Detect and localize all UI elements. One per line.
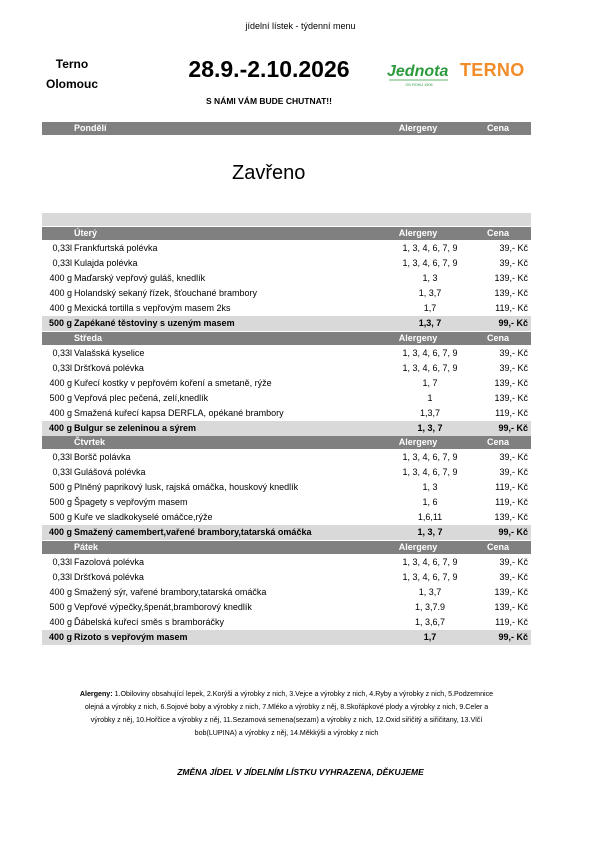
- dish-name: Mexická tortilla s vepřovým masem 2ks: [74, 303, 231, 313]
- allergens: 1, 3, 7: [417, 423, 443, 433]
- menu-row: [42, 570, 531, 585]
- day-name: Středa: [74, 333, 103, 343]
- allergens: 1, 3: [422, 482, 438, 492]
- allergens: 1, 3, 4, 6, 7, 9: [402, 363, 458, 373]
- allergens: 1, 6: [422, 497, 438, 507]
- portion-size: 400 g: [48, 423, 72, 433]
- menu-row: [42, 465, 531, 480]
- allergens: 1,7: [423, 303, 437, 313]
- price: 139,- Kč: [494, 512, 528, 522]
- allergens: 1,6,11: [417, 512, 443, 522]
- menu-row: [42, 286, 531, 301]
- menu-row: [42, 376, 531, 391]
- dish-name: Vepřová plec pečená, zelí,knedlík: [74, 393, 209, 403]
- allergens: 1, 3, 4, 6, 7, 9: [402, 243, 458, 253]
- price: 39,- Kč: [499, 363, 528, 373]
- allergens: 1,3, 7: [418, 318, 442, 328]
- allergens: 1: [427, 393, 433, 403]
- price: 139,- Kč: [494, 378, 528, 388]
- dish-name: Maďarský vepřový guláš, knedlík: [74, 273, 206, 283]
- dish-name: Kulajda polévka: [74, 258, 138, 268]
- week-dates: 28.9.-2.10.2026: [188, 56, 350, 82]
- portion-size: 400 g: [48, 527, 72, 537]
- price-column-header: Cena: [486, 542, 509, 552]
- allergens-column-header: Alergeny: [398, 437, 438, 447]
- portion-size: 400 g: [49, 303, 72, 313]
- legend-label: Alergeny:: [79, 690, 113, 698]
- allergens: 1, 3, 4, 6, 7, 9: [402, 572, 458, 582]
- legend-line: olejná a výrobky z nich, 6.Sojové boby a výrobky z nich, 7.Mléko a výrobky z něj, 8.Skořápkové plody a výrobky z nich, 9.Celer a: [84, 703, 489, 711]
- price: 99,- Kč: [498, 423, 528, 433]
- allergens: 1, 3,7: [418, 288, 442, 298]
- menu-row: [42, 406, 531, 421]
- dish-name: Špagety s vepřovým masem: [74, 497, 188, 507]
- portion-size: 500 g: [49, 482, 72, 492]
- dish-name: Smažená kuřecí kapsa DERFLA, opékané brambory: [74, 408, 284, 418]
- dish-name: Ďábelská kuřecí směs s bramboráčky: [74, 617, 225, 627]
- allergens: 1, 3,7.9: [414, 602, 446, 612]
- portion-size: 0,33l: [52, 572, 72, 582]
- featured-menu-row: [42, 630, 531, 645]
- dish-name: Boršč polávka: [74, 452, 131, 462]
- portion-size: 500 g: [49, 512, 72, 522]
- portion-size: 400 g: [49, 273, 72, 283]
- change-notice: ZMĚNA JÍDEL V JÍDELNÍM LÍSTKU VYHRAZENA, DĚKUJEME: [177, 767, 424, 777]
- dish-name: Dršťková polévka: [74, 572, 144, 582]
- dish-name: Gulášová polévka: [74, 467, 146, 477]
- jednota-logo: [386, 59, 452, 89]
- day-name: Úterý: [74, 228, 98, 238]
- dish-name: Smažený camembert,vařené brambory,tatarská omáčka: [74, 527, 312, 537]
- price: 39,- Kč: [499, 243, 528, 253]
- dish-name: Holandský sekaný řízek, šťouchané brambory: [74, 288, 257, 298]
- menu-row: [42, 346, 531, 361]
- allergens: 1, 3, 4, 6, 7, 9: [402, 348, 458, 358]
- price: 39,- Kč: [499, 258, 528, 268]
- price: 39,- Kč: [499, 557, 528, 567]
- dish-name: Kuře ve sladkokyselé omáčce,rýže: [74, 512, 213, 522]
- menu-row: [42, 600, 531, 615]
- featured-menu-row: [42, 525, 531, 540]
- portion-size: 400 g: [49, 587, 72, 597]
- allergens: 1, 3, 4, 6, 7, 9: [402, 467, 458, 477]
- allergens: 1,3,7: [419, 408, 441, 418]
- portion-size: 0,33l: [52, 452, 72, 462]
- dish-name: Rizoto s vepřovým masem: [74, 632, 188, 642]
- store-name-line2: Olomouc: [45, 77, 98, 91]
- allergens-column-header: Alergeny: [398, 333, 438, 343]
- menu-row: [42, 480, 531, 495]
- allergens-column-header: Alergeny: [398, 123, 438, 133]
- menu-row: [42, 256, 531, 271]
- menu-row: [42, 450, 531, 465]
- dish-name: Bulgur se zeleninou a sýrem: [74, 423, 197, 433]
- price: 119,- Kč: [495, 303, 528, 313]
- price: 119,- Kč: [495, 408, 528, 418]
- dish-name: Valašská kyselice: [74, 348, 145, 358]
- price: 39,- Kč: [499, 467, 528, 477]
- portion-size: 400 g: [49, 617, 72, 627]
- document-title: jídelní lístek - týdenní menu: [245, 21, 356, 31]
- price: 39,- Kč: [499, 572, 528, 582]
- menu-row: [42, 555, 531, 570]
- price: 139,- Kč: [494, 602, 528, 612]
- allergens: 1, 3,6,7: [414, 617, 446, 627]
- price: 39,- Kč: [499, 348, 528, 358]
- portion-size: 0,33l: [52, 467, 72, 477]
- featured-menu-row: [42, 421, 531, 436]
- terno-logo: TERNO: [460, 60, 525, 80]
- menu-row: [42, 495, 531, 510]
- jednota-logo-subtitle: OD ROKU 1906: [405, 83, 433, 87]
- featured-menu-row: [42, 316, 531, 331]
- portion-size: 0,33l: [52, 348, 72, 358]
- day-name: Pátek: [74, 542, 99, 552]
- dish-name: Zapékané těstoviny s uzeným masem: [74, 318, 235, 328]
- allergens: 1, 3: [422, 273, 438, 283]
- dish-name: Dršťková polévka: [74, 363, 144, 373]
- day-name: Pondělí: [74, 123, 107, 133]
- allergens: 1, 3, 4, 6, 7, 9: [402, 258, 458, 268]
- allergens-column-header: Alergeny: [398, 228, 438, 238]
- price-column-header: Cena: [486, 228, 509, 238]
- legend-text: 1.Obiloviny obsahující lepek, 2.Korýši a výrobky z nich, 3.Vejce a výrobky z nich, 4.Ryby a výrobky z nich, 5.Podzemnice: [112, 690, 494, 698]
- price-column-header: Cena: [486, 437, 509, 447]
- separator-band: [42, 213, 531, 226]
- menu-row: [42, 271, 531, 286]
- price: 99,- Kč: [498, 527, 528, 537]
- menu-row: [42, 301, 531, 316]
- allergens: 1,7: [423, 632, 437, 642]
- price: 119,- Kč: [495, 482, 528, 492]
- allergens: 1, 7: [422, 378, 438, 388]
- menu-row: [42, 585, 531, 600]
- menu-row: [42, 361, 531, 376]
- day-header-monday: [42, 122, 531, 135]
- menu-row: [42, 510, 531, 525]
- dish-name: Kuřecí kostky v pepřovém koření a smetaně, rýže: [74, 378, 272, 388]
- price: 139,- Kč: [494, 393, 528, 403]
- dish-name: Frankfurtská polévka: [74, 243, 158, 253]
- day-name: Čtvrtek: [74, 437, 106, 447]
- dish-name: Smažený sýr, vařené brambory,tatarská omáčka: [74, 587, 267, 597]
- portion-size: 400 g: [49, 408, 72, 418]
- portion-size: 500 g: [49, 497, 72, 507]
- allergens: 1, 3, 7: [417, 527, 443, 537]
- price: 39,- Kč: [499, 452, 528, 462]
- menu-row: [42, 615, 531, 630]
- price: 119,- Kč: [495, 617, 528, 627]
- day-header-wednesday: [42, 332, 531, 345]
- allergens: 1, 3, 4, 6, 7, 9: [402, 557, 458, 567]
- store-name-line1: Terno: [55, 57, 89, 71]
- allergen-legend: [42, 688, 531, 740]
- price: 139,- Kč: [494, 288, 528, 298]
- day-header-friday: [42, 541, 531, 554]
- portion-size: 500 g: [48, 318, 72, 328]
- price: 139,- Kč: [494, 273, 528, 283]
- price-column-header: Cena: [486, 123, 509, 133]
- allergens-column-header: Alergeny: [398, 542, 438, 552]
- portion-size: 0,33l: [52, 557, 72, 567]
- price: 139,- Kč: [494, 587, 528, 597]
- menu-row: [42, 391, 531, 406]
- portion-size: 500 g: [49, 602, 72, 612]
- portion-size: 0,33l: [52, 363, 72, 373]
- store-name: [22, 54, 122, 94]
- portion-size: 400 g: [49, 288, 72, 298]
- jednota-logo-text: Jednota: [387, 63, 449, 80]
- portion-size: 0,33l: [52, 243, 72, 253]
- day-header-thursday: [42, 436, 531, 449]
- legend-line: výrobky z něj, 10.Hořčice a výrobky z něj, 11.Sezamová semena(sezam) a výrobky z nich, 12.Oxid siřičitý a siřičitany, 13.Vlčí: [90, 716, 483, 724]
- price: 99,- Kč: [498, 632, 528, 642]
- dish-name: Fazolová polévka: [74, 557, 145, 567]
- portion-size: 400 g: [49, 378, 72, 388]
- portion-size: 0,33l: [52, 258, 72, 268]
- portion-size: 500 g: [49, 393, 72, 403]
- day-header-tuesday: [42, 227, 531, 240]
- allergens: 1, 3,7: [418, 587, 442, 597]
- price: 119,- Kč: [495, 497, 528, 507]
- portion-size: 400 g: [48, 632, 72, 642]
- dish-name: Plněný paprikový lusk, rajská omáčka, houskový knedlík: [74, 482, 299, 492]
- allergens: 1, 3, 4, 6, 7, 9: [402, 452, 458, 462]
- price: 99,- Kč: [498, 318, 528, 328]
- legend-line: [42, 688, 531, 701]
- legend-line: bob(LUPINA) a výrobky z něj, 14.Měkkýši a výrobky z nich: [194, 729, 379, 737]
- closed-notice: Zavřeno: [232, 162, 306, 184]
- menu-row: [42, 241, 531, 256]
- slogan: S NÁMI VÁM BUDE CHUTNAT!!: [206, 96, 332, 106]
- dish-name: Vepřové výpečky,špenát,bramborový knedlík: [74, 602, 252, 612]
- price-column-header: Cena: [486, 333, 509, 343]
